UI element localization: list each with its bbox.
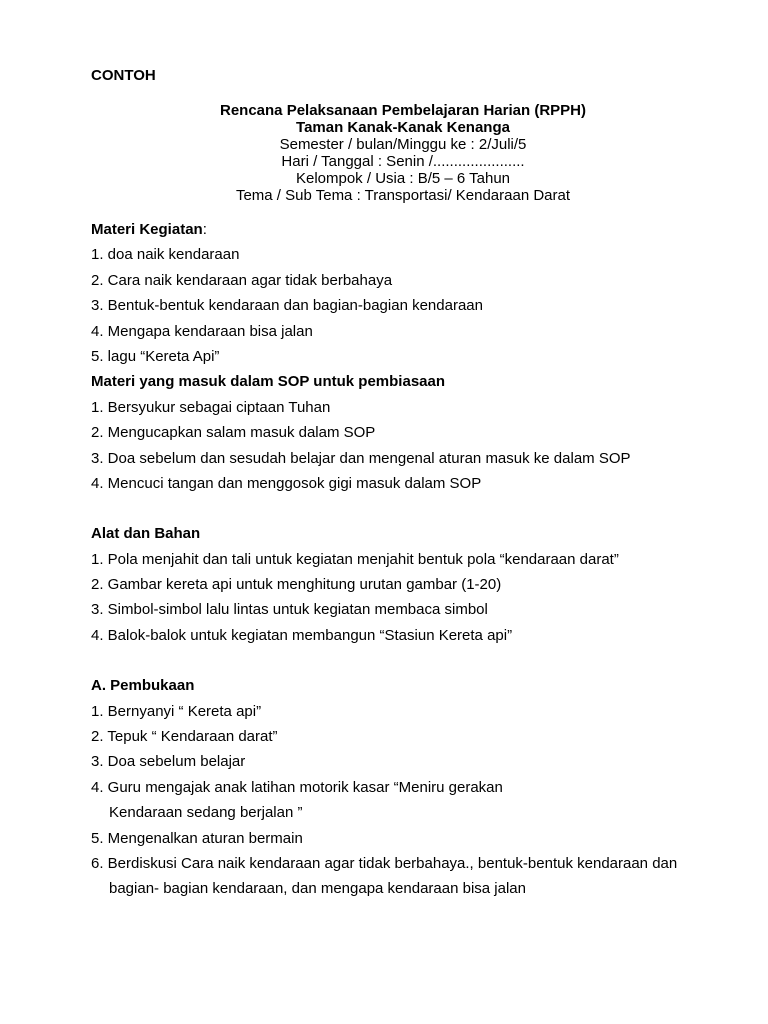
document-title: Rencana Pelaksanaan Pembelajaran Harian (RPPH) [220, 102, 586, 119]
materi-heading-row [91, 217, 731, 242]
list-item: 4. Mengapa kendaraan bisa jalan [91, 322, 313, 340]
list-item: 4. Balok-balok untuk kegiatan membangun “Stasiun Kereta api” [91, 626, 513, 644]
school-name: Taman Kanak-Kanak Kenanga [296, 119, 510, 136]
theme-line: Tema / Sub Tema : Transportasi/ Kendaraan Darat [235, 187, 571, 204]
list-item: 4. Mencuci tangan dan menggosok gigi masuk dalam SOP [91, 474, 482, 492]
list-item: 2. Cara naik kendaraan agar tidak berbahaya [91, 271, 393, 289]
pembukaan-heading: A. Pembukaan [91, 677, 195, 695]
list-item: 1. Bersyukur sebagai ciptaan Tuhan [91, 398, 331, 416]
sop-heading: Materi yang masuk dalam SOP untuk pembiasaan [91, 373, 446, 391]
document-label: CONTOH [91, 67, 156, 84]
list-item: 4. Guru mengajak anak latihan motorik kasar “Meniru gerakan [91, 778, 503, 796]
list-item: 5. lagu “Kereta Api” [91, 347, 220, 365]
document-header [0, 102, 768, 204]
alat-heading: Alat dan Bahan [91, 525, 201, 543]
list-item: 1. doa naik kendaraan [91, 246, 240, 264]
list-item: 3. Simbol-simbol lalu lintas untuk kegiatan membaca simbol [91, 601, 488, 619]
materi-heading: Materi Kegiatan [91, 221, 203, 238]
list-item: 2. Tepuk “ Kendaraan darat” [91, 728, 278, 746]
list-item: 3. Doa sebelum belajar [91, 753, 246, 771]
list-item: 6. Berdiskusi Cara naik kendaraan agar tidak berbahaya., bentuk-bentuk kendaraan dan [91, 854, 678, 872]
list-item: 1. Pola menjahit dan tali untuk kegiatan menjahit bentuk pola “kendaraan darat” [91, 550, 619, 568]
list-item: 1. Bernyanyi “ Kereta api” [91, 702, 262, 720]
list-item: 3. Doa sebelum dan sesudah belajar dan mengenal aturan masuk ke dalam SOP [91, 449, 631, 467]
semester-line: Semester / bulan/Minggu ke : 2/Juli/5 [279, 136, 527, 153]
section-gap [91, 496, 731, 521]
section-gap [91, 648, 731, 673]
list-item: 2. Gambar kereta api untuk menghitung urutan gambar (1-20) [91, 576, 502, 594]
materi-heading-colon: : [202, 221, 207, 238]
content-body [91, 217, 731, 902]
list-item: 3. Bentuk-bentuk kendaraan dan bagian-bagian kendaraan [91, 297, 483, 315]
list-item: 5. Mengenalkan aturan bermain [91, 829, 303, 847]
list-item-continuation: Kendaraan sedang berjalan ” [109, 804, 303, 822]
day-date-line: Hari / Tanggal : Senin /...................... [281, 153, 525, 170]
list-item: 2. Mengucapkan salam masuk dalam SOP [91, 424, 376, 442]
list-item-continuation: bagian- bagian kendaraan, dan mengapa kendaraan bisa jalan [109, 880, 526, 898]
group-age-line: Kelompok / Usia : B/5 – 6 Tahun [295, 170, 510, 187]
